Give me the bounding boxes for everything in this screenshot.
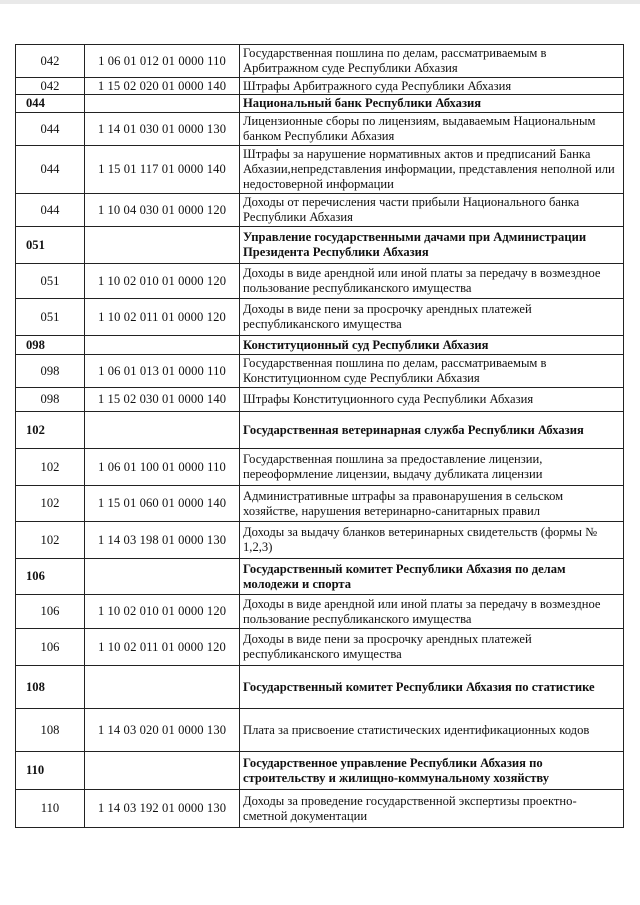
kbk-code-cell: 1 10 02 011 01 0000 120 bbox=[85, 629, 240, 666]
table-row bbox=[16, 264, 624, 299]
section-title-cell: Конституционный суд Республики Абхазия bbox=[240, 336, 624, 355]
kbk-code-cell bbox=[85, 336, 240, 355]
kbk-code-cell: 1 15 02 030 01 0000 140 bbox=[85, 388, 240, 412]
admin-code-cell: 051 bbox=[16, 227, 85, 264]
section-header-row bbox=[16, 666, 624, 709]
admin-code-cell: 110 bbox=[16, 790, 85, 828]
section-header-row bbox=[16, 95, 624, 113]
revenue-name-cell: Доходы в виде арендной или иной платы за передачу в возмездное пользование республиканского имущества bbox=[240, 264, 624, 299]
section-title-cell: Государственный комитет Республики Абхазия по делам молодежи и спорта bbox=[240, 559, 624, 595]
table-row bbox=[16, 709, 624, 752]
kbk-code-cell: 1 10 04 030 01 0000 120 bbox=[85, 194, 240, 227]
revenue-name-cell: Административные штрафы за правонарушения в сельском хозяйстве, нарушения ветеринарно-санитарных правил bbox=[240, 486, 624, 522]
kbk-code-cell: 1 15 01 117 01 0000 140 bbox=[85, 146, 240, 194]
kbk-code-cell bbox=[85, 95, 240, 113]
kbk-code-cell: 1 15 02 020 01 0000 140 bbox=[85, 78, 240, 95]
revenue-name-cell: Государственная пошлина по делам, рассматриваемым в Конституционном суде Республики Абхазия bbox=[240, 355, 624, 388]
admin-code-cell: 102 bbox=[16, 486, 85, 522]
section-title-cell: Государственная ветеринарная служба Республики Абхазия bbox=[240, 412, 624, 449]
table-row bbox=[16, 790, 624, 828]
table-row bbox=[16, 45, 624, 78]
revenue-name-cell: Доходы в виде пени за просрочку арендных платежей республиканского имущества bbox=[240, 299, 624, 336]
section-header-row bbox=[16, 336, 624, 355]
section-header-row bbox=[16, 559, 624, 595]
revenue-name-cell: Штрафы Арбитражного суда Республики Абхазия bbox=[240, 78, 624, 95]
admin-code-cell: 102 bbox=[16, 412, 85, 449]
revenue-name-cell: Доходы за выдачу бланков ветеринарных свидетельств (формы № 1,2,3) bbox=[240, 522, 624, 559]
table-row bbox=[16, 522, 624, 559]
admin-code-cell: 110 bbox=[16, 752, 85, 790]
table-row bbox=[16, 194, 624, 227]
section-title-cell: Государственный комитет Республики Абхазия по статистике bbox=[240, 666, 624, 709]
admin-code-cell: 044 bbox=[16, 194, 85, 227]
kbk-code-cell: 1 06 01 012 01 0000 110 bbox=[85, 45, 240, 78]
revenue-name-cell: Государственная пошлина по делам, рассматриваемым в Арбитражном суде Республики Абхазия bbox=[240, 45, 624, 78]
kbk-code-cell: 1 14 03 020 01 0000 130 bbox=[85, 709, 240, 752]
admin-code-cell: 108 bbox=[16, 666, 85, 709]
admin-code-cell: 102 bbox=[16, 449, 85, 486]
table-row bbox=[16, 595, 624, 629]
revenue-name-cell: Доходы в виде арендной или иной платы за передачу в возмездное пользование республиканского имущества bbox=[240, 595, 624, 629]
revenue-name-cell: Доходы за проведение государственной экспертизы проектно-сметной документации bbox=[240, 790, 624, 828]
page-top-edge bbox=[0, 0, 640, 4]
admin-code-cell: 106 bbox=[16, 629, 85, 666]
kbk-code-cell bbox=[85, 227, 240, 264]
admin-code-cell: 044 bbox=[16, 146, 85, 194]
admin-code-cell: 098 bbox=[16, 336, 85, 355]
section-header-row bbox=[16, 752, 624, 790]
admin-code-cell: 106 bbox=[16, 595, 85, 629]
kbk-code-cell: 1 15 01 060 01 0000 140 bbox=[85, 486, 240, 522]
kbk-code-cell bbox=[85, 666, 240, 709]
table-row bbox=[16, 355, 624, 388]
section-title-cell: Управление государственными дачами при Администрации Президента Республики Абхазия bbox=[240, 227, 624, 264]
kbk-code-cell: 1 10 02 011 01 0000 120 bbox=[85, 299, 240, 336]
revenue-name-cell: Доходы от перечисления части прибыли Национального банка Республики Абхазия bbox=[240, 194, 624, 227]
kbk-code-cell: 1 10 02 010 01 0000 120 bbox=[85, 595, 240, 629]
revenue-codes-table bbox=[15, 44, 624, 828]
kbk-code-cell: 1 14 03 198 01 0000 130 bbox=[85, 522, 240, 559]
admin-code-cell: 044 bbox=[16, 95, 85, 113]
table-row bbox=[16, 78, 624, 95]
admin-code-cell: 044 bbox=[16, 113, 85, 146]
table-row bbox=[16, 146, 624, 194]
kbk-code-cell: 1 06 01 013 01 0000 110 bbox=[85, 355, 240, 388]
revenue-name-cell: Доходы в виде пени за просрочку арендных платежей республиканского имущества bbox=[240, 629, 624, 666]
admin-code-cell: 106 bbox=[16, 559, 85, 595]
section-header-row bbox=[16, 412, 624, 449]
admin-code-cell: 051 bbox=[16, 264, 85, 299]
kbk-code-cell: 1 14 03 192 01 0000 130 bbox=[85, 790, 240, 828]
revenue-name-cell: Плата за присвоение статистических идентификационных кодов bbox=[240, 709, 624, 752]
kbk-code-cell: 1 14 01 030 01 0000 130 bbox=[85, 113, 240, 146]
table-row bbox=[16, 388, 624, 412]
section-title-cell: Государственное управление Республики Абхазия по строительству и жилищно-коммунальному хозяйству bbox=[240, 752, 624, 790]
table-row bbox=[16, 449, 624, 486]
admin-code-cell: 051 bbox=[16, 299, 85, 336]
kbk-code-cell bbox=[85, 559, 240, 595]
kbk-code-cell: 1 10 02 010 01 0000 120 bbox=[85, 264, 240, 299]
revenue-name-cell: Штрафы Конституционного суда Республики Абхазия bbox=[240, 388, 624, 412]
admin-code-cell: 042 bbox=[16, 45, 85, 78]
kbk-code-cell: 1 06 01 100 01 0000 110 bbox=[85, 449, 240, 486]
table-row bbox=[16, 299, 624, 336]
kbk-code-cell bbox=[85, 752, 240, 790]
kbk-code-cell bbox=[85, 412, 240, 449]
revenue-name-cell: Штрафы за нарушение нормативных актов и предписаний Банка Абхазии,непредставления информации, представления неполной или недостоверной информации bbox=[240, 146, 624, 194]
revenue-name-cell: Государственная пошлина за предоставление лицензии, переоформление лицензии, выдачу дубликата лицензии bbox=[240, 449, 624, 486]
admin-code-cell: 042 bbox=[16, 78, 85, 95]
admin-code-cell: 098 bbox=[16, 388, 85, 412]
admin-code-cell: 108 bbox=[16, 709, 85, 752]
table-row bbox=[16, 629, 624, 666]
section-title-cell: Национальный банк Республики Абхазия bbox=[240, 95, 624, 113]
admin-code-cell: 098 bbox=[16, 355, 85, 388]
revenue-name-cell: Лицензионные сборы по лицензиям, выдаваемым Национальным банком Республики Абхазия bbox=[240, 113, 624, 146]
table-row bbox=[16, 113, 624, 146]
table-row bbox=[16, 486, 624, 522]
section-header-row bbox=[16, 227, 624, 264]
admin-code-cell: 102 bbox=[16, 522, 85, 559]
